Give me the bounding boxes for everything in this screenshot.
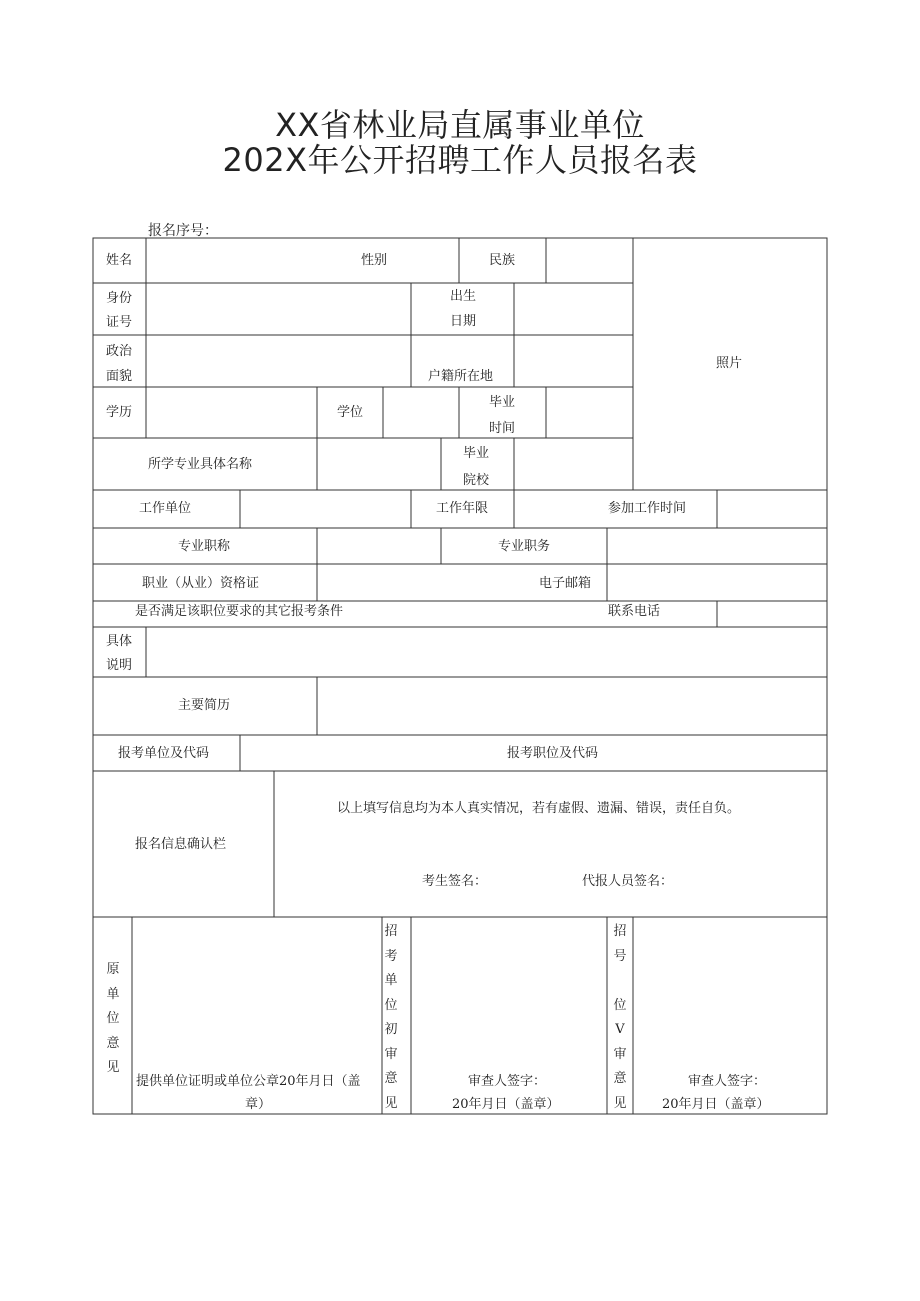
vertical-char: 招 xyxy=(384,924,398,939)
label-work-start: 参加工作时间 xyxy=(608,501,687,516)
vertical-char: 见 xyxy=(384,1095,398,1111)
label-id-1: 身份 xyxy=(106,291,133,306)
label-grad-time-1: 毕业 xyxy=(489,395,516,410)
review-date-2: 20年月日（盖章） xyxy=(662,1097,770,1112)
reviewer-signature-1: 审查人签字： xyxy=(468,1074,547,1089)
vertical-char xyxy=(608,969,632,994)
label-confirm: 报名信息确认栏 xyxy=(135,837,227,852)
review-date-1: 20年月日（盖章） xyxy=(452,1097,560,1112)
label-detail-1: 具体 xyxy=(106,634,133,649)
label-household: 户籍所在地 xyxy=(428,369,494,384)
vertical-char: 意 xyxy=(384,1071,398,1086)
reviewer-signature-2: 审查人签字： xyxy=(688,1074,767,1089)
label-work-unit: 工作单位 xyxy=(139,501,192,516)
form-title-line1: XX省林业局直属事业单位 xyxy=(275,106,645,144)
label-id-2: 证号 xyxy=(106,315,133,330)
vertical-char: 审 xyxy=(384,1046,398,1062)
label-detail-2: 说明 xyxy=(106,658,133,673)
vertical-char: 单 xyxy=(106,986,120,1002)
vertical-char: 单 xyxy=(384,973,398,988)
declaration-text: 以上填写信息均为本人真实情况，若有虚假、遗漏、错误，责任自负。 xyxy=(337,801,741,816)
vertical-char: 考 xyxy=(384,948,398,964)
label-ethnicity: 民族 xyxy=(489,253,516,268)
form-title-line2: 202X年公开招聘工作人员报名表 xyxy=(222,141,698,179)
label-political-1: 政治 xyxy=(106,344,133,359)
label-photo: 照片 xyxy=(716,356,743,371)
vertical-char: 原 xyxy=(106,962,120,977)
label-name: 姓名 xyxy=(106,253,133,268)
vertical-char: 初 xyxy=(384,1022,398,1037)
label-major: 所学专业具体名称 xyxy=(148,457,253,472)
vertical-char: 见 xyxy=(613,1095,627,1111)
label-degree: 学位 xyxy=(337,405,364,420)
vertical-char: 招 xyxy=(613,924,627,939)
original-unit-opinion-label xyxy=(101,958,125,1081)
label-political-2: 面貌 xyxy=(106,369,133,384)
agent-signature-label: 代报人员签名： xyxy=(582,874,674,889)
label-school-2: 院校 xyxy=(463,473,490,488)
label-gender: 性别 xyxy=(361,253,388,268)
serial-number-label: 报名序号： xyxy=(148,223,218,239)
vertical-char: 号 xyxy=(613,948,627,964)
label-resume: 主要简历 xyxy=(178,698,231,713)
label-school-1: 毕业 xyxy=(463,446,490,461)
label-title-rank: 专业职称 xyxy=(178,539,231,554)
label-qualification: 职业（从业）资格证 xyxy=(142,576,260,591)
vertical-char: 审 xyxy=(613,1046,627,1062)
candidate-signature-label: 考生签名： xyxy=(422,874,488,889)
original-unit-note-1: 提供单位证明或单位公章20年月日（盖 xyxy=(136,1074,361,1089)
vertical-char: 见 xyxy=(106,1060,120,1075)
label-apply-post: 报考职位及代码 xyxy=(507,746,599,761)
second-review-opinion-label xyxy=(608,920,632,1116)
label-apply-unit: 报考单位及代码 xyxy=(118,746,210,761)
label-education: 学历 xyxy=(106,405,133,420)
original-unit-note-2: 章） xyxy=(245,1097,272,1112)
vertical-char: 位 xyxy=(106,1011,120,1026)
vertical-char: 位 xyxy=(613,997,627,1013)
vertical-char: 意 xyxy=(106,1035,120,1051)
label-phone: 联系电话 xyxy=(608,604,661,619)
first-review-opinion-label xyxy=(379,920,403,1116)
label-position: 专业职务 xyxy=(498,539,551,554)
label-birth-2: 日期 xyxy=(450,314,477,329)
vertical-char: V xyxy=(615,1022,625,1037)
label-grad-time-2: 时间 xyxy=(489,421,516,436)
label-other-conditions: 是否满足该职位要求的其它报考条件 xyxy=(135,604,344,619)
label-email: 电子邮箱 xyxy=(539,576,592,591)
vertical-char: 位 xyxy=(384,997,398,1013)
vertical-char: 意 xyxy=(613,1071,627,1086)
label-birth-1: 出生 xyxy=(450,289,477,304)
label-work-years: 工作年限 xyxy=(436,501,489,516)
